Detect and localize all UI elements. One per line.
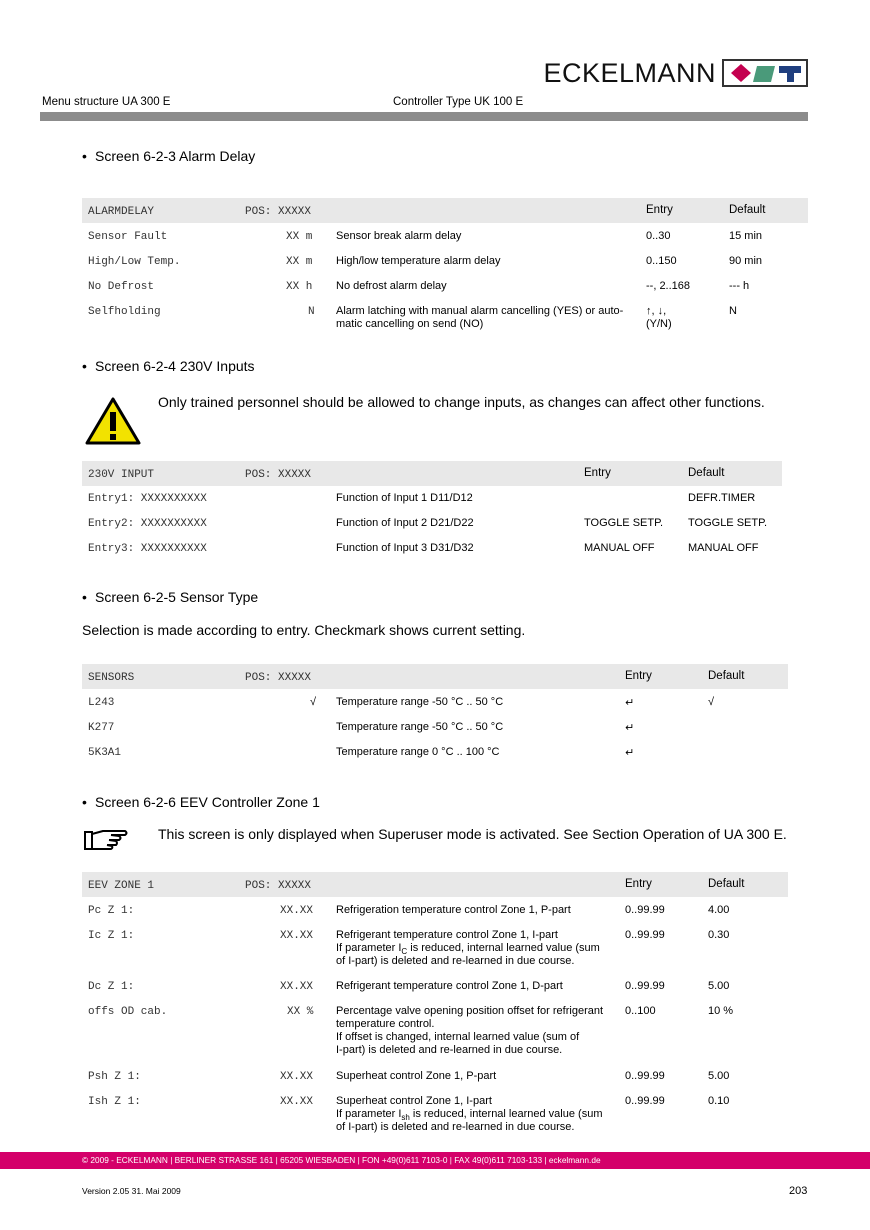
enter-icon: ↵	[625, 697, 635, 709]
param-name: Entry1: XXXXXXXXXX	[88, 493, 207, 505]
superuser-text: This screen is only displayed when Superuser mode is activated. See Section Operation of UA 300 E.	[158, 826, 787, 842]
param-value: XX.XX	[280, 981, 314, 993]
screen-name: 230V INPUT	[88, 469, 155, 481]
param-desc: Refrigerant temperature control Zone 1, D-part	[336, 980, 563, 992]
param-desc: Alarm latching with manual alarm cancelling (YES) or auto-	[336, 305, 624, 317]
param-default: MANUAL OFF	[688, 542, 759, 554]
param-desc: Refrigerant temperature control Zone 1, I-part	[336, 929, 558, 941]
param-desc: Temperature range -50 °C .. 50 °C	[336, 696, 504, 708]
default-header: Default	[729, 204, 766, 216]
param-name: Ish Z 1:	[88, 1096, 141, 1108]
screen-pos: POS: XXXXX	[245, 672, 312, 684]
param-entry: 0..99.99	[625, 929, 665, 941]
screen-name: ALARMDELAY	[88, 206, 155, 218]
param-entry: 0..30	[646, 230, 671, 242]
param-entry: 0..99.99	[625, 1095, 665, 1107]
param-desc: I-part) is deleted and re-learned in due course.	[336, 1044, 563, 1056]
param-desc: Function of Input 1 D11/D12	[336, 492, 473, 504]
param-default: 90 min	[729, 255, 763, 267]
logo-text: ECKELMANN	[543, 57, 716, 88]
param-value: XX.XX	[280, 930, 314, 942]
param-desc: Refrigeration temperature control Zone 1, P-part	[336, 904, 571, 916]
param-desc: of I-part) is deleted and re-learned in due course.	[336, 1121, 575, 1133]
entry-header: Entry	[625, 670, 652, 682]
pointing-hand-icon	[83, 828, 129, 852]
param-desc: Percentage valve opening position offset for refrigerant	[336, 1005, 604, 1017]
param-value: XX m	[286, 231, 313, 243]
param-entry: TOGGLE SETP.	[584, 517, 664, 529]
param-desc: Sensor break alarm delay	[336, 230, 462, 242]
param-default: 5.00	[708, 980, 730, 992]
param-name: No Defrost	[88, 281, 155, 293]
header-left: Menu structure UA 300 E	[42, 96, 171, 108]
param-value: XX h	[286, 281, 313, 293]
param-name: Entry3: XXXXXXXXXX	[88, 543, 207, 555]
param-value: XX.XX	[280, 905, 314, 917]
param-name: Psh Z 1:	[88, 1071, 141, 1083]
param-desc: Function of Input 2 D21/D22	[336, 517, 474, 529]
param-entry: (Y/N)	[646, 318, 672, 330]
param-desc: No defrost alarm delay	[336, 280, 447, 292]
alarm-table-header	[82, 198, 808, 223]
param-desc: Superheat control Zone 1, P-part	[336, 1070, 497, 1082]
param-default: TOGGLE SETP.	[688, 517, 768, 529]
checkmark-icon: √	[310, 696, 317, 708]
param-default: 0.30	[708, 929, 730, 941]
section-title-sensor-type: • Screen 6-2-5 Sensor Type	[82, 589, 259, 605]
sensor-paragraph: Selection is made according to entry. Checkmark shows current setting.	[82, 622, 526, 638]
warning-icon	[84, 396, 142, 446]
param-default: 0.10	[708, 1095, 730, 1107]
param-desc: Function of Input 3 D31/D32	[336, 542, 474, 554]
checkmark-icon: √	[708, 696, 715, 708]
param-value: N	[308, 306, 315, 318]
param-name: K277	[88, 722, 115, 734]
param-name: Selfholding	[88, 306, 161, 318]
logo-shapes-icon	[727, 62, 803, 84]
param-name: offs OD cab.	[88, 1006, 168, 1018]
param-entry: MANUAL OFF	[584, 542, 655, 554]
page-number: 203	[789, 1185, 808, 1197]
param-name: Ic Z 1:	[88, 930, 135, 942]
param-desc: If offset is changed, internal learned value (sum of	[336, 1031, 580, 1043]
param-entry: 0..99.99	[625, 1070, 665, 1082]
entry-header: Entry	[646, 204, 673, 216]
default-header: Default	[688, 467, 725, 479]
header-middle: Controller Type UK 100 E	[393, 96, 524, 108]
param-name: Dc Z 1:	[88, 981, 135, 993]
param-name: Entry2: XXXXXXXXXX	[88, 518, 207, 530]
param-desc: Temperature range 0 °C .. 100 °C	[336, 746, 500, 758]
param-entry: 0..99.99	[625, 980, 665, 992]
param-default: N	[729, 305, 737, 317]
eev-table-header	[82, 872, 788, 897]
screen-pos: POS: XXXXX	[245, 206, 312, 218]
param-desc: Superheat control Zone 1, I-part	[336, 1095, 492, 1107]
version-text: Version 2.05 31. Mai 2009	[82, 1186, 181, 1196]
logo-mark	[722, 59, 808, 87]
section-title-eev-zone-1: • Screen 6-2-6 EEV Controller Zone 1	[82, 794, 320, 810]
entry-header: Entry	[584, 467, 611, 479]
param-default: --- h	[729, 280, 750, 292]
default-header: Default	[708, 670, 745, 682]
param-value: XX m	[286, 256, 313, 268]
screen-name: SENSORS	[88, 672, 135, 684]
screen-name: EEV ZONE 1	[88, 880, 155, 892]
param-desc: Temperature range -50 °C .. 50 °C	[336, 721, 504, 733]
section-title-230v-inputs: • Screen 6-2-4 230V Inputs	[82, 358, 255, 374]
param-default: 5.00	[708, 1070, 730, 1082]
enter-icon: ↵	[625, 722, 635, 734]
param-default: DEFR.TIMER	[688, 492, 756, 504]
param-entry: 0..150	[646, 255, 677, 267]
param-desc: If parameter $I_{sh}$ is reduced, internal learned value (sum	[336, 1108, 603, 1123]
default-header: Default	[708, 878, 745, 890]
param-desc: matic cancelling on send (NO)	[336, 318, 484, 330]
param-desc: High/low temperature alarm delay	[336, 255, 501, 267]
param-desc: temperature control.	[336, 1018, 435, 1030]
screen-pos: POS: XXXXX	[245, 880, 312, 892]
param-name: High/Low Temp.	[88, 256, 181, 268]
param-desc: of I-part) is deleted and re-learned in due course.	[336, 955, 575, 967]
input-table-header	[82, 461, 782, 486]
sensor-table-header	[82, 664, 788, 689]
param-value: XX.XX	[280, 1096, 314, 1108]
param-default: 15 min	[729, 230, 763, 242]
param-name: L243	[88, 697, 115, 709]
warning-text: Only trained personnel should be allowed to change inputs, as changes can affect other functions.	[158, 394, 765, 410]
param-default: 4.00	[708, 904, 730, 916]
param-desc: If parameter $I_C$ is reduced, internal learned value (sum	[336, 942, 600, 957]
param-name: Pc Z 1:	[88, 905, 135, 917]
param-name: Sensor Fault	[88, 231, 168, 243]
param-entry: 0..100	[625, 1005, 656, 1017]
entry-header: Entry	[625, 878, 652, 890]
screen-pos: POS: XXXXX	[245, 469, 312, 481]
param-default: 10 %	[708, 1005, 734, 1017]
footer-company: © 2009 - ECKELMANN | BERLINER STRASSE 161 | 65205 WIESBADEN | FON +49(0)611 7103-0 | FAX 49(0)611 7103-133 | eckelmann.de	[82, 1155, 601, 1165]
param-value: XX.XX	[280, 1071, 314, 1083]
section-title-alarm-delay: • Screen 6-2-3 Alarm Delay	[82, 148, 256, 164]
param-entry: 0..99.99	[625, 904, 665, 916]
param-entry: ↑, ↓,	[646, 305, 667, 317]
eckelmann-logo	[543, 58, 808, 88]
param-name: 5K3A1	[88, 747, 122, 759]
enter-icon: ↵	[625, 747, 635, 759]
param-value: XX %	[287, 1006, 314, 1018]
param-entry: --, 2..168	[646, 280, 691, 292]
header-divider	[40, 112, 808, 121]
